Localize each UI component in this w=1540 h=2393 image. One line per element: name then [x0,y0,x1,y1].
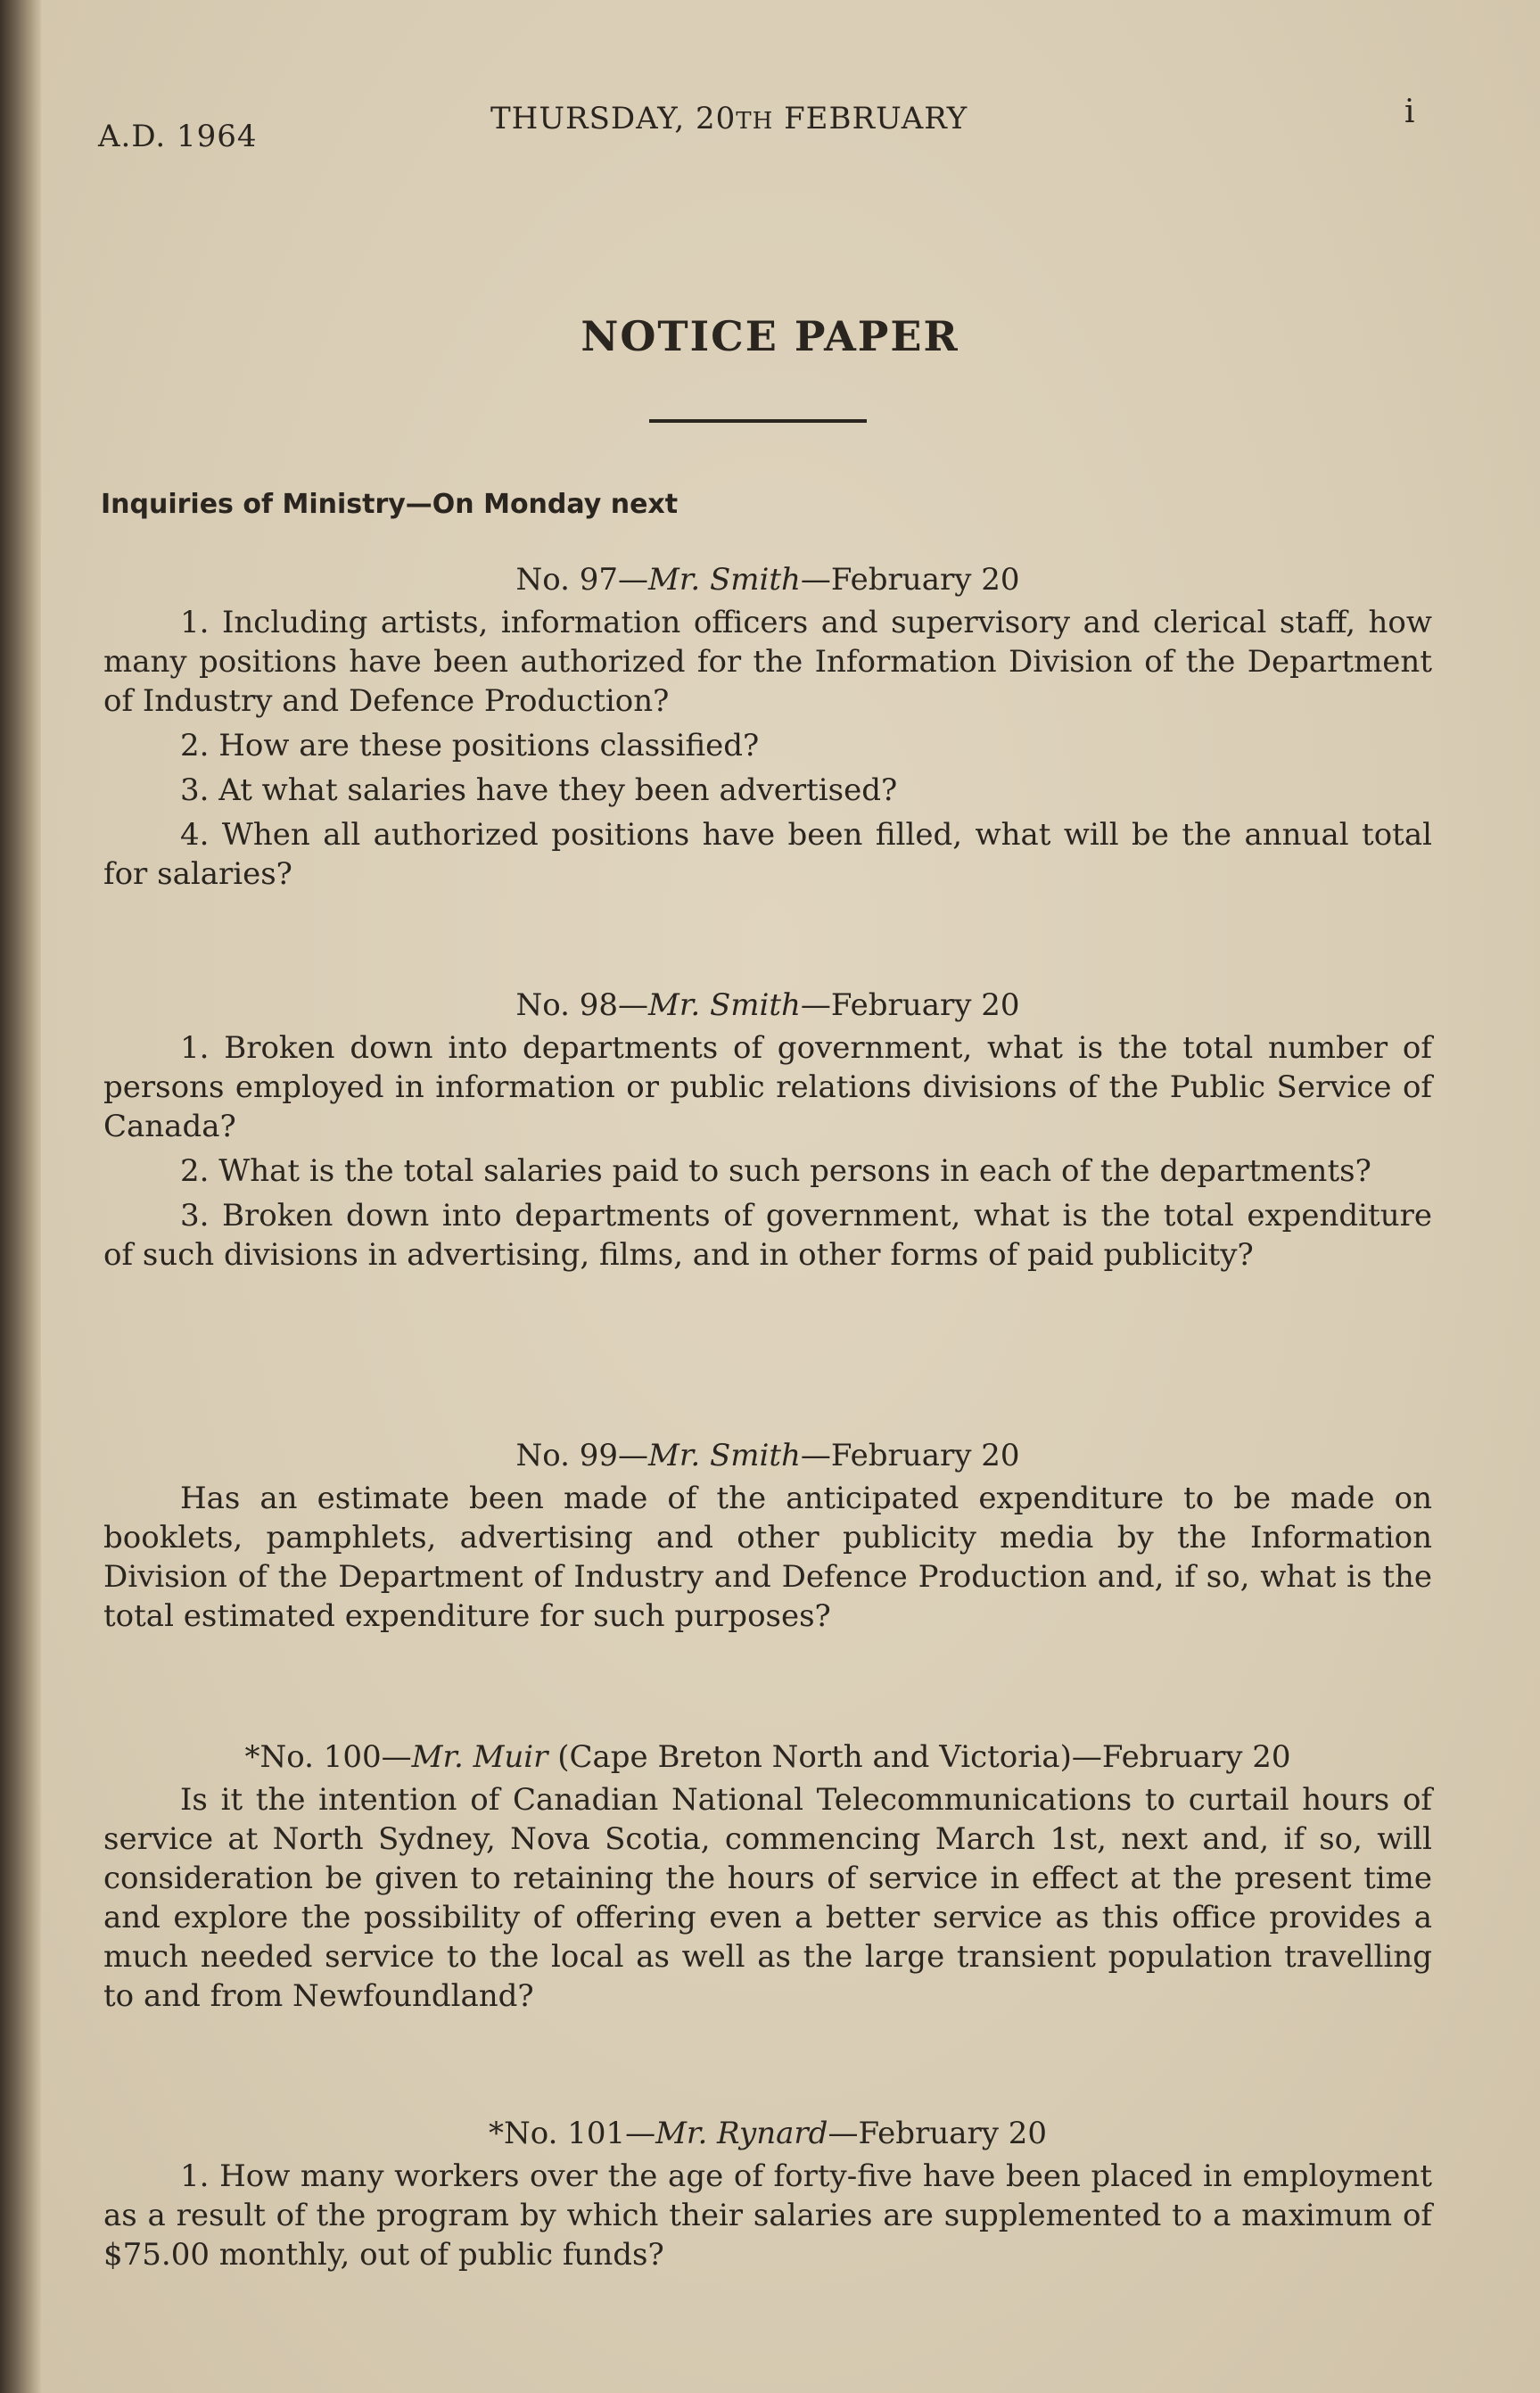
section-heading: Inquiries of Ministry—On Monday next [101,489,679,520]
question-99 [103,1436,1432,1641]
header-date-suffix: TH [736,108,774,135]
question-number: No. 99— [515,1438,648,1473]
question-paragraph: 1. Broken down into departments of government, what is the total number of persons employed in information or public relations divisions of the Public Service of Canada? [103,1030,1432,1144]
question-member: Mr. Muir [411,1739,548,1775]
question-heading [103,560,1432,599]
question-number: No. 101— [503,2116,656,2151]
question-heading [103,2114,1432,2153]
question-number: No. 100— [259,1739,412,1775]
question-paragraph: 3. At what salaries have they been advertised? [180,772,898,808]
question-paragraph: 2. How are these positions classified? [180,728,760,763]
header-page-number: i [1404,94,1416,130]
question-date: —February 20 [800,1438,1020,1473]
title-divider [649,419,867,423]
question-heading [103,1737,1432,1777]
question-heading [103,1436,1432,1475]
question-prefix: * [488,2116,504,2151]
header-year: A.D. 1964 [98,119,258,154]
page-header [98,94,1436,154]
question-paragraph: 1. How many workers over the age of forty-five have been placed in employment as a result of the program by which their salaries are supplemented to a maximum of $75.00 monthly, out of public funds? [103,2158,1432,2273]
question-100 [103,1737,1432,2021]
header-date-month: FEBRUARY [773,101,968,136]
question-number: No. 97— [515,562,648,598]
question-date: —February 20 [828,2116,1048,2151]
question-paragraph: 1. Including artists, information officers and supervisory and clerical staff, how many positions have been authorized for the Information Division of the Department of Industry and Defence Production? [103,605,1432,719]
question-paragraph: 4. When all authorized positions have been filled, what will be the annual total for salaries? [103,817,1432,892]
question-member: Mr. Smith [648,1438,801,1473]
question-97 [103,560,1432,899]
question-member: Mr. Smith [648,562,801,598]
question-paragraph: 2. What is the total salaries paid to such persons in each of the departments? [180,1153,1371,1189]
question-date: —February 20 [800,987,1020,1023]
question-paragraph: Has an estimate been made of the anticipated expenditure to be made on booklets, pamphlets, advertising and other publicity media by the Information Division of the Department of Industry and Defence Production and, if so, what is the total estimated expenditure for such purposes? [103,1481,1432,1634]
question-member: Mr. Smith [648,987,801,1023]
question-date: —February 20 [1071,1739,1291,1775]
question-heading [103,986,1432,1025]
question-paragraph: Is it the intention of Canadian National Telecommunications to curtail hours of service at North Sydney, Nova Scotia, commencing March 1st, next and, if so, will consideration be given to retaining the hours of service in effect at the present time and explore the possibility of offering even a better service as this office provides a much needed service to the local as well as the large transient population travelling to and from Newfoundland? [103,1782,1432,2014]
question-101 [103,2114,1432,2280]
question-member: Mr. Rynard [655,2116,828,2151]
question-riding: (Cape Breton North and Victoria) [548,1739,1072,1775]
header-date-day: THURSDAY, 20 [490,101,737,136]
page-title: NOTICE PAPER [581,312,959,360]
header-date [490,101,968,136]
question-date: —February 20 [800,562,1020,598]
question-number: No. 98— [515,987,648,1023]
question-98 [103,986,1432,1280]
question-prefix: * [244,1739,260,1775]
question-paragraph: 3. Broken down into departments of government, what is the total expenditure of such divisions in advertising, films, and in other forms of paid publicity? [103,1198,1432,1273]
